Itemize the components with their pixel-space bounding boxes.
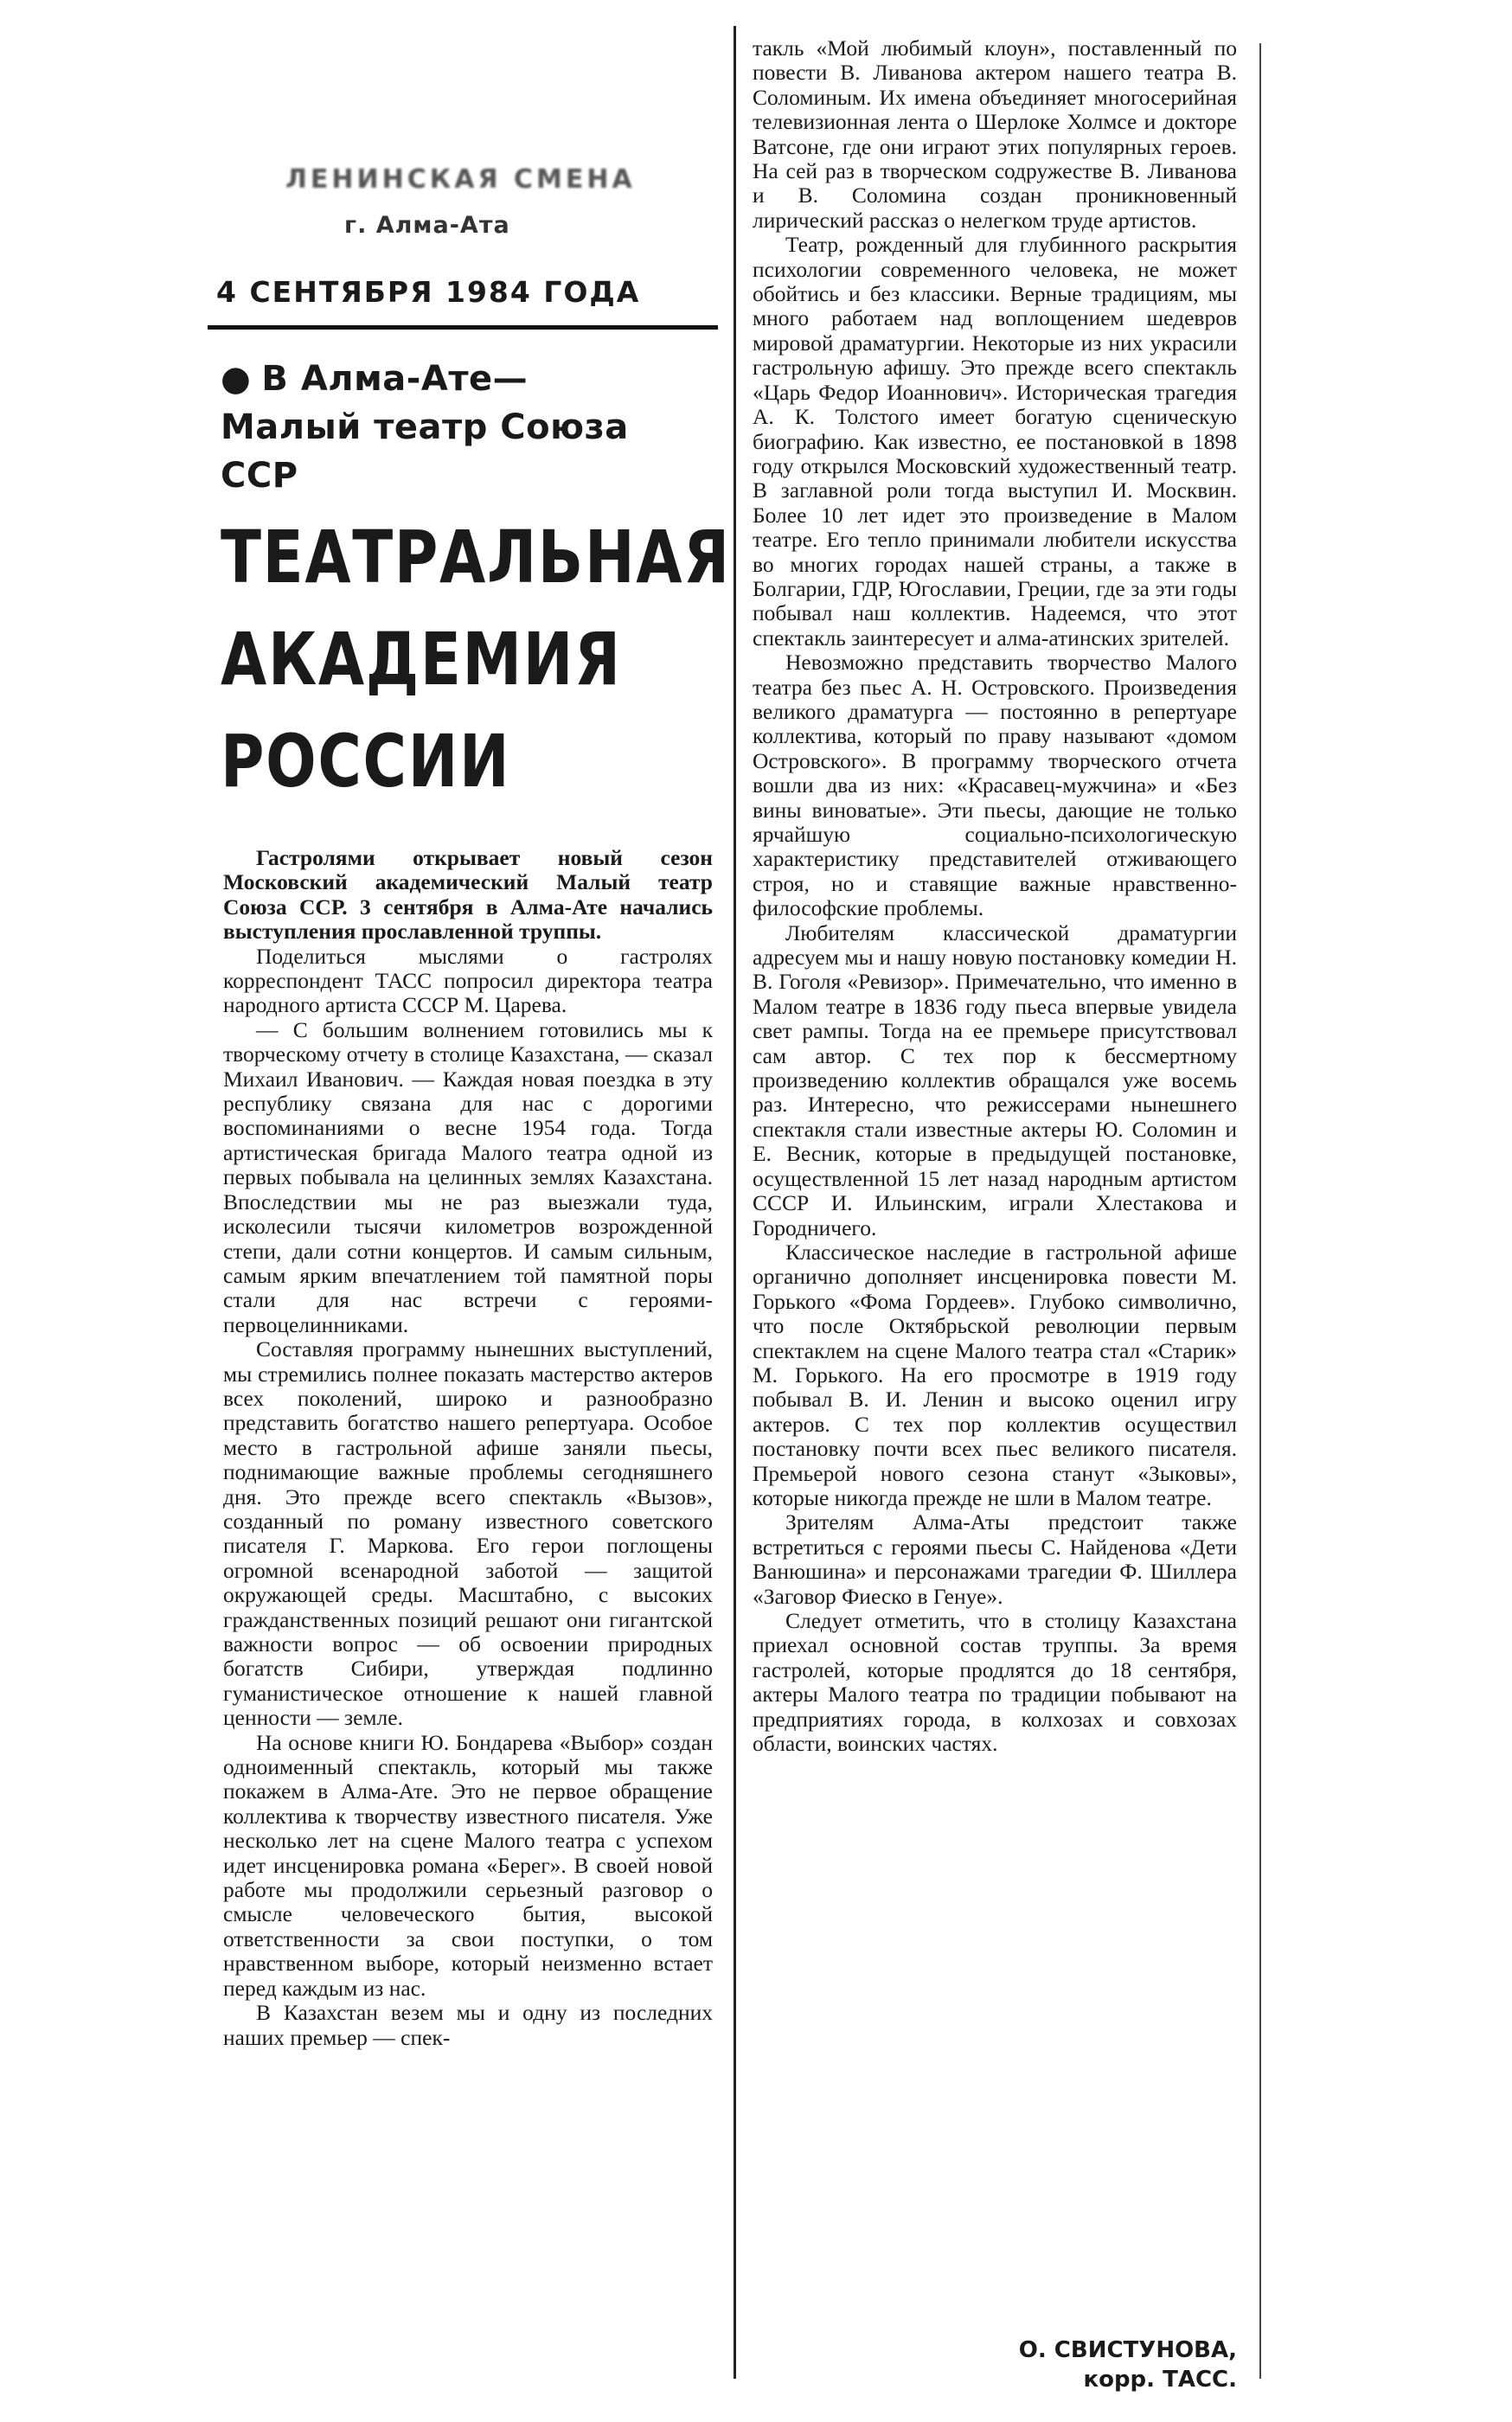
rubric — [221, 355, 705, 500]
paragraph: такль «Мой любимый клоун», поставленный по повести В. Ливанова актером нашего театра В. Соломиным. Их имена объединяет многосерийная телевизионная лента о Шерлоке Холмсе и докторе Ватсоне, где они играют этих популярных героев. На сей раз в творческом содружестве В. Ливанова и В. Соломина создан проникновенный лирический рассказ о нелегком труде артистов. — [753, 35, 1237, 233]
author-role: корр. ТАСС. — [1083, 2367, 1237, 2393]
newspaper-masthead: ЛЕНИНСКАЯ СМЕНА — [285, 164, 636, 195]
headline-line-1: ТЕАТРАЛЬНАЯ — [221, 515, 731, 599]
article-headline — [221, 506, 731, 812]
article-column-left — [223, 846, 713, 2050]
issue-date: 4 СЕНТЯБРЯ 1984 ГОДА — [216, 275, 641, 309]
article-lead: Гастролями открывает новый сезон Московский академический Малый театр Союза ССР. 3 сентября в Алма-Ате начались выступления прославленной труппы. — [223, 845, 713, 945]
page-edge-rule — [1259, 43, 1261, 2379]
paragraph: Зрителям Алма-Аты предстоит также встретиться с героями пьесы С. Найденова «Дети Ванюшина» и персонажами трагедии Ф. Шиллера «Заговор Фиеско в Генуе». — [753, 1509, 1237, 1609]
paragraph: — С большим волнением готовились мы к творческому отчету в столице Казахстана, — сказал Михаил Иванович. — Каждая новая поездка в эту республику связана для нас с дорогими воспоминаниями о весне 1954 года. Тогда артистическая бригада Малого театра одной из первых побывала на целинных землях Казахстана. Впоследствии мы не раз выезжали туда, исколесили тысячи километров возрожденной степи, дали сотни концертов. И самым сильным, самым ярким впечатлением той памятной поры стали для нас встречи с героями-первоцелинниками. — [223, 1016, 713, 1337]
rubric-line-1-text: В Алма-Ате— — [261, 359, 529, 399]
bullet-icon: ● — [221, 359, 252, 399]
city-line: г. Алма-Ата — [344, 212, 510, 239]
paragraph: Классическое наследие в гастрольной афише органично дополняет инсценировка повести М. Горького «Фома Гордеев». Глубоко символично, что после Октябрьской революции первым спектаклем на сцене Малого театра стал «Старик» М. Горького. На его просмотре в 1919 году побывал В. И. Ленин и высоко оценил игру актеров. С тех пор коллектив осуществил постановку почти всех пьес великого писателя. Премьерой нового сезона станут «Зыковы», которые никогда прежде не шли в Малом театре. — [753, 1239, 1237, 1510]
rubric-line-2: Малый театр Союза ССР — [221, 407, 629, 496]
author-name: О. СВИСТУНОВА, — [1018, 2337, 1237, 2363]
article-column-right — [753, 36, 1237, 1756]
paragraph: Невозможно представить творчество Малого театра без пьес А. Н. Островского. Произведения великого драматурга — постоянно в репертуаре коллектива, который по праву называют «домом Островского». В программу творческого отчета вошли два из них: «Красавец-мужчина» и «Без вины виноватые». Эти пьесы, дающие не только ярчайшую социально-психологическую характеристику представителей отживающего строя, но и ставящие важные нравственно-философские проблемы. — [753, 650, 1237, 921]
paragraph: На основе книги Ю. Бондарева «Выбор» создан одноименный спектакль, который мы также покажем в Алма-Ате. Это не первое обращение коллектива к творчеству известного писателя. Уже несколько лет на сцене Малого театра с успехом идет инсценировка романа «Берег». В своей новой работе мы продолжили серьезный разговор о смысле человеческого бытия, высокой ответственности за свои поступки, о том нравственном выборе, который неизменно встает перед каждым из нас. — [223, 1729, 713, 2001]
rubric-line-1 — [221, 355, 705, 403]
column-divider — [734, 26, 736, 2379]
paragraph: В Казахстан везем мы и одну из последних наших премьер — спек- — [223, 2000, 713, 2050]
headline-line-2: АКАДЕМИЯ — [221, 617, 622, 702]
author-signature — [977, 2336, 1237, 2394]
headline-line-3: РОССИИ — [221, 719, 511, 804]
paragraph: Составляя программу нынешних выступлений, мы стремились полнее показать мастерство актеров всех поколений, широко и разнообразно представить богатство нашего репертуара. Особое место в гастрольной афише заняли пьесы, поднимающие важные проблемы сегодняшнего дня. Это прежде всего спектакль «Вызов», созданный по роману известного советского писателя Г. Маркова. Его герои поглощены огромной всенародной заботой — защитой окружающей среды. Масштабно, с высоких гражданственных позиций решают они гигантской важности вопрос — об освоении природных богатств Сибири, утверждая подлинно гуманистическое отношение к нашей главной ценности — земле. — [223, 1336, 713, 1731]
paragraph: Поделиться мыслями о гастролях корреспондент ТАСС попросил директора театра народного артиста СССР М. Царева. — [223, 943, 713, 1018]
paragraph: Любителям классической драматургии адресуем мы и нашу новую постановку комедии Н. В. Гоголя «Ревизор». Примечательно, что именно в Малом театре в 1836 году пьеса впервые увидела свет рампы. Тогда на ее премьере присутствовал сам автор. С тех пор к бессмертному произведению коллектив обращался уже восемь раз. Интересно, что режиссерами нынешнего спектакля стали известные актеры Ю. Соломин и Е. Весник, которые в предыдущей постановке, осуществленной 15 лет назад народным артистом СССР И. Ильинским, играли Хлестакова и Городничего. — [753, 919, 1237, 1240]
horizontal-rule — [208, 325, 718, 330]
paragraph: Театр, рожденный для глубинного раскрытия психологии современного человека, не может обойтись и без классики. Верные традициям, мы много работаем над воплощением шедевров мировой драматургии. Некоторые из них украсили гастрольную афишу. Это прежде всего спектакль «Царь Федор Иоаннович». Историческая трагедия А. К. Толстого имеет богатую сценическую биографию. Как известно, ее постановкой в 1898 году открылся Московский художественный театр. В заглавной роли тогда выступил И. Москвин. Более 10 лет идет это произведение в Малом театре. Его тепло принимали любители искусства во многих городах нашей страны, а также в Болгарии, ГДР, Югославии, Греции, где за эти годы побывал наш коллектив. Надеемся, что этот спектакль заинтересует и алма-атинских зрителей. — [753, 232, 1237, 650]
paragraph: Следует отметить, что в столицу Казахстана приехал основной состав труппы. За время гастролей, которые продлятся до 18 сентября, актеры Малого театра по традиции побывают на предприятиях города, в колхозах и совхозах области, воинских частях. — [753, 1608, 1237, 1757]
